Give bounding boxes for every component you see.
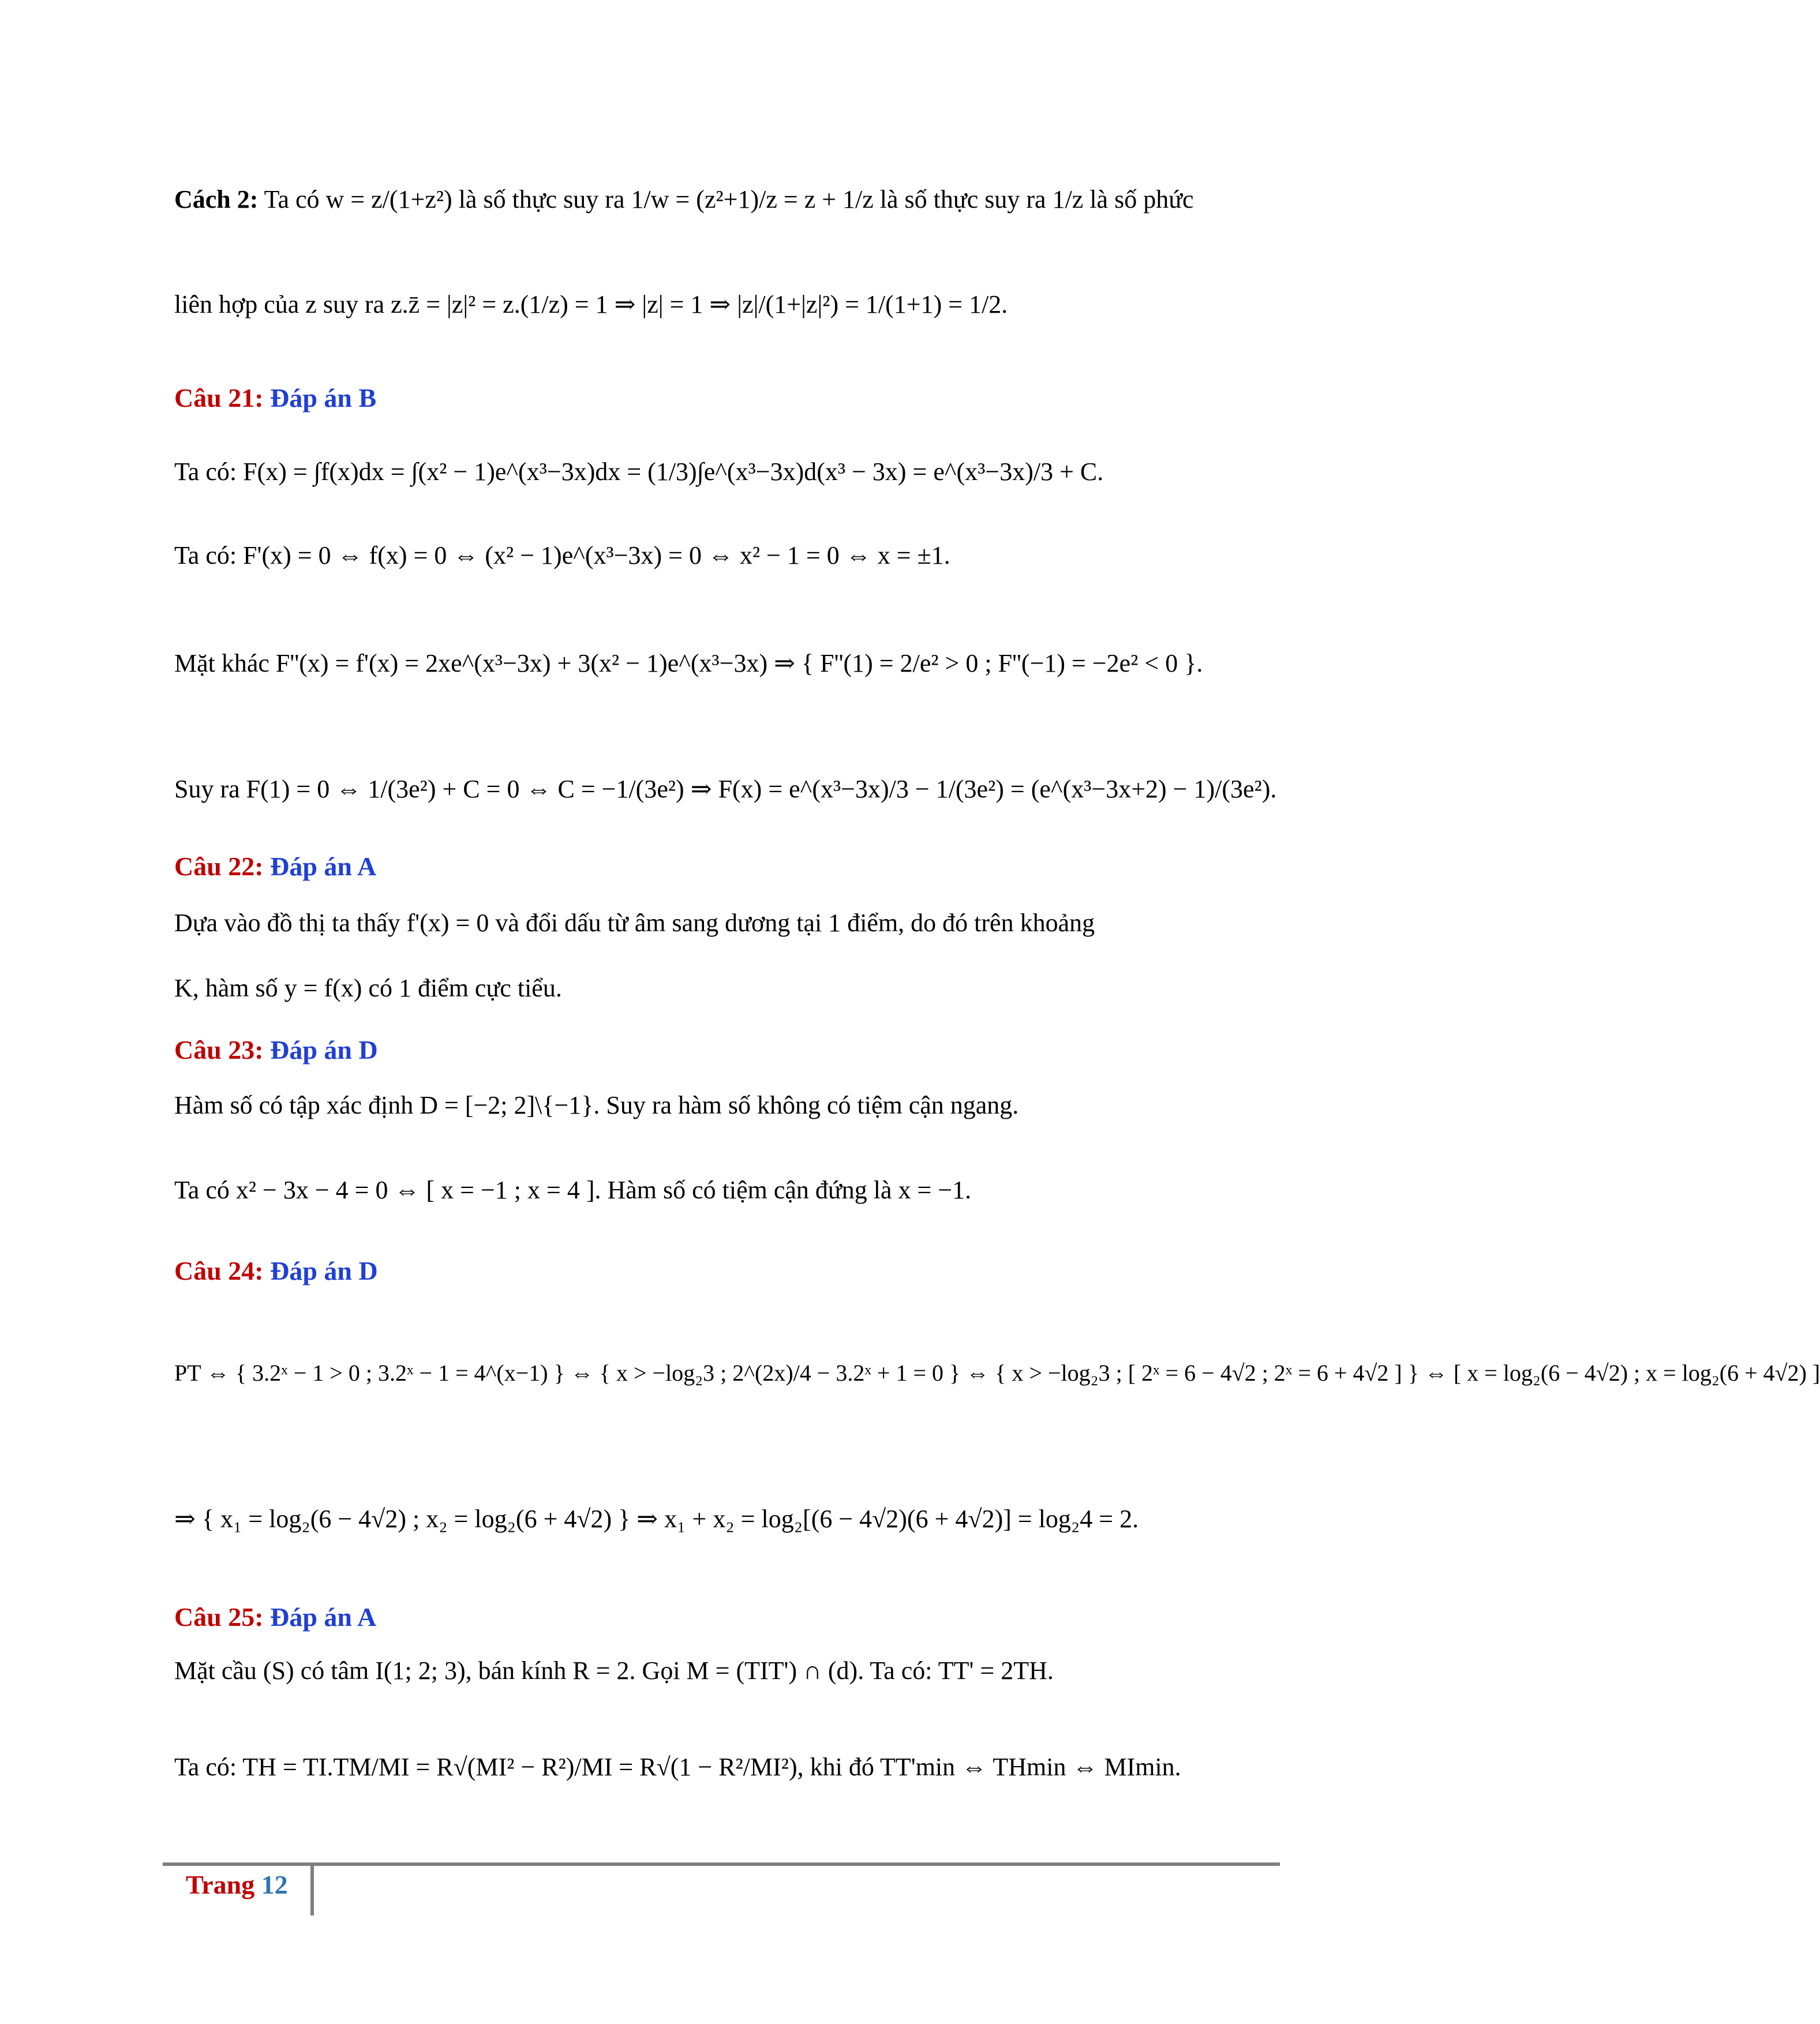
text-line-sphere: Mặt cầu (S) có tâm I(1; 2; 3), bán kính R = 2. Gọi M = (TIT') ∩ (d). Ta có: TT' = 2TH. (174, 1656, 1054, 1685)
question-number: Câu 22: (174, 852, 264, 881)
question-heading-24 (174, 1255, 378, 1287)
text-line-derivative-zero: Ta có: F'(x) = 0 ⇔ f(x) = 0 ⇔ (x² − 1)e^(x³−3x) = 0 ⇔ x² − 1 = 0 ⇔ x = ±1. (174, 541, 950, 569)
question-answer: Đáp án A (270, 852, 377, 881)
question-heading-25 (174, 1601, 376, 1633)
page-footer (186, 1869, 288, 1900)
question-answer: Đáp án D (270, 1035, 378, 1065)
text-line-min-point: K, hàm số y = f(x) có 1 điểm cực tiểu. (174, 974, 562, 1002)
question-number: Câu 24: (174, 1256, 264, 1285)
text-line-second-derivative: Mặt khác F''(x) = f'(x) = 2xe^(x³−3x) + 3(x² − 1)e^(x³−3x) ⇒ { F''(1) = 2/e² > 0 ; F''(−1) = −2e² < 0 }. (174, 649, 1203, 677)
text-line-integral: Ta có: F(x) = ∫f(x)dx = ∫(x² − 1)e^(x³−3x)dx = (1/3)∫e^(x³−3x)d(x³ − 3x) = e^(x³−3x)/3 + C. (174, 458, 1104, 486)
question-number: Câu 23: (174, 1035, 264, 1065)
text-line-constant: Suy ra F(1) = 0 ⇔ 1/(3e²) + C = 0 ⇔ C = −1/(3e²) ⇒ F(x) = e^(x³−3x)/3 − 1/(3e²) = (e^(x³−3x+2) − 1)/(3e²). (174, 775, 1277, 803)
footer-vertical-bar (310, 1862, 314, 1916)
question-answer: Đáp án B (270, 383, 377, 413)
question-heading-22 (174, 850, 376, 882)
question-answer: Đáp án A (270, 1602, 377, 1632)
text-line-equation-system: PT ⇔ { 3.2ˣ − 1 > 0 ; 3.2ˣ − 1 = 4^(x−1) } ⇔ { x > −log₂3 ; 2^(2x)/4 − 3.2ˣ + 1 = 0 } ⇔ { x > −log₂3 ; [ 2ˣ = 6 − 4√2 ; 2ˣ = 6 + 4√2 ] } ⇔ [ x = log₂(6 − 4√2) ; x = log₂(6 + 4√2) ] (174, 1360, 1820, 1386)
text-line-conjugate: liên hợp của z suy ra z.z̄ = |z|² = z.(1/z) = 1 ⇒ |z| = 1 ⇒ |z|/(1+|z|²) = 1/(1+1) = 1/2. (174, 290, 1008, 318)
text-line-cach2: Cách 2: Ta có w = z/(1+z²) là số thực suy ra 1/w = (z²+1)/z = z + 1/z là số thực suy ra 1/z là số phức (174, 185, 1194, 213)
text-line-graph: Dựa vào đồ thị ta thấy f'(x) = 0 và đổi dấu từ âm sang dương tại 1 điểm, do đó trên khoảng (174, 909, 1095, 937)
question-number: Câu 21: (174, 383, 264, 413)
footer-divider (163, 1862, 1280, 1866)
method-label: Cách 2: (174, 185, 259, 213)
page-label: Trang (186, 1870, 255, 1899)
page-number: 12 (261, 1870, 288, 1899)
question-answer: Đáp án D (270, 1256, 378, 1285)
text-line-th-ratio: Ta có: TH = TI.TM/MI = R√(MI² − R²)/MI = R√(1 − R²/MI²), khi đó TT'min ⇔ THmin ⇔ MImin. (174, 1753, 1181, 1781)
text-line-asymptote: Ta có x² − 3x − 4 = 0 ⇔ [ x = −1 ; x = 4 ]. Hàm số có tiệm cận đứng là x = −1. (174, 1176, 972, 1204)
text-line-sum-roots: ⇒ { x₁ = log₂(6 − 4√2) ; x₂ = log₂(6 + 4√2) } ⇒ x₁ + x₂ = log₂[(6 − 4√2)(6 + 4√2)] = log₂4 = 2. (174, 1505, 1139, 1533)
text-line-domain: Hàm số có tập xác định D = [−2; 2]\{−1}. Suy ra hàm số không có tiệm cận ngang. (174, 1091, 1019, 1119)
question-heading-23 (174, 1034, 378, 1066)
question-number: Câu 25: (174, 1602, 264, 1632)
question-heading-21 (174, 382, 376, 414)
